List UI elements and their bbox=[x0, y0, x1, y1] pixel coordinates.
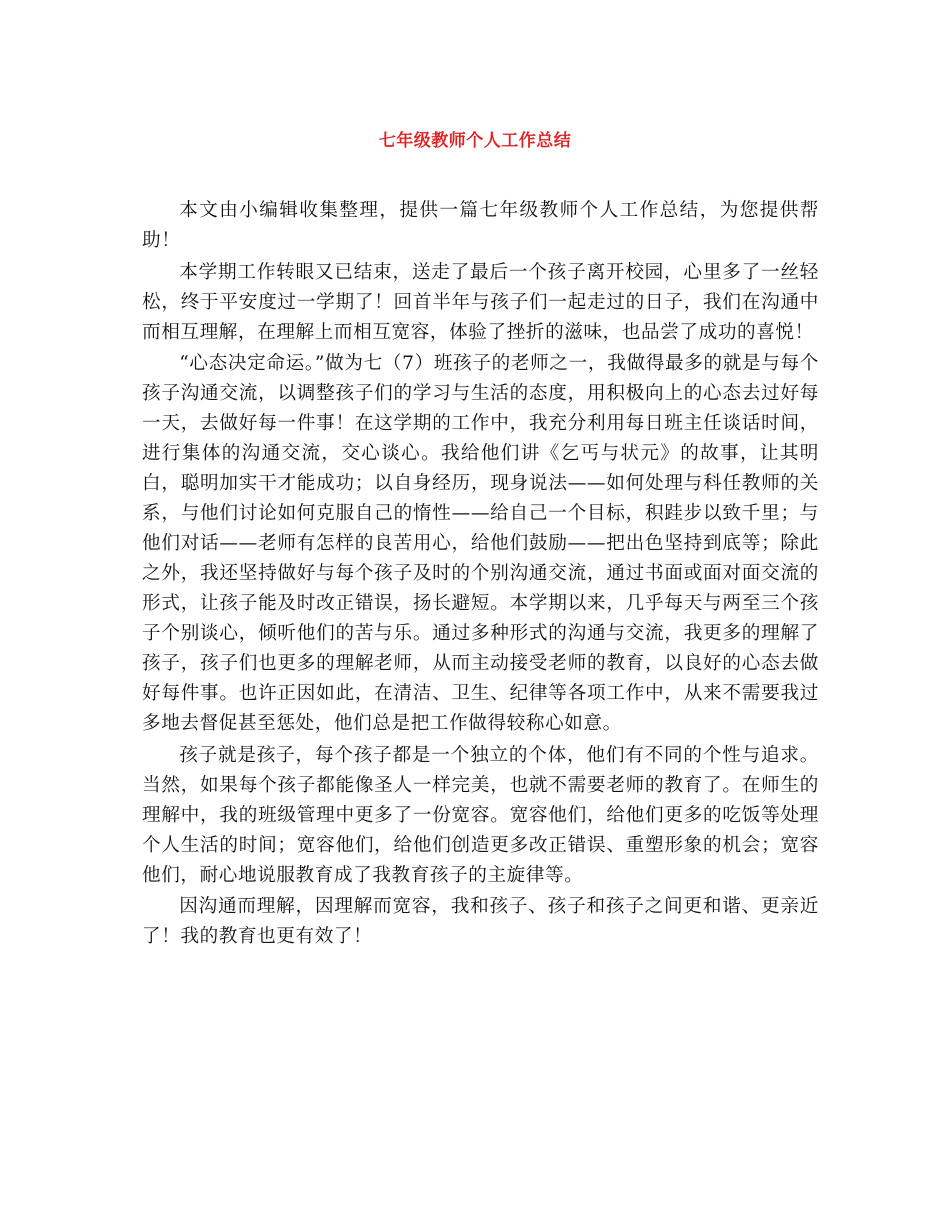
paragraph-intro: 本文由小编辑收集整理，提供一篇七年级教师个人工作总结，为您提供帮助！ bbox=[142, 200, 819, 251]
paragraph-semester-end: 本学期工作转眼又已结束，送走了最后一个孩子离开校园，心里多了一丝轻松，终于平安度过一学期了！回首半年与孩子们一起走过的日子，我们在沟通中而相互理解，在理解上而相互宽容，体验了挫折的滋味，也品尝了成功的喜悦！ bbox=[142, 261, 819, 343]
paragraph-tolerance: 孩子就是孩子，每个孩子都是一个独立的个体，他们有不同的个性与追求。当然，如果每个孩子都能像圣人一样完美，也就不需要老师的教育了。在师生的理解中，我的班级管理中更多了一份宽容。宽容他们，给他们更多的吃饭等处理个人生活的时间；宽容他们，给他们创造更多改正错误、重塑形象的机会；宽容他们，耐心地说服教育成了我教育孩子的主旋律等。 bbox=[142, 744, 819, 886]
document-body bbox=[142, 196, 819, 954]
document-title: 七年级教师个人工作总结 bbox=[378, 131, 572, 151]
paragraph-communication: “心态决定命运。”做为七（7）班孩子的老师之一，我做得最多的就是与每个孩子沟通交流，以调整孩子们的学习与生活的态度，用积极向上的心态去过好每一天，去做好每一件事！在这学期的工作中，我充分利用每日班主任谈话时间，进行集体的沟通交流，交心谈心。我给他们讲《乞丐与状元》的故事，让其明白，聪明加实干才能成功；以自身经历，现身说法——如何处理与科任教师的关系，与他们讨论如何克服自己的惰性——给自己一个目标，积跬步以致千里；与他们对话——老师有怎样的良苦用心，给他们鼓励——把出色坚持到底等；除此之外，我还坚持做好与每个孩子及时的个别沟通交流，通过书面或面对面交流的形式，让孩子能及时改正错误，扬长避短。本学期以来，几乎每天与两至三个孩子个别谈心，倾听他们的苦与乐。通过多种形式的沟通与交流，我更多的理解了孩子，孩子们也更多的理解老师，从而主动接受老师的教育，以良好的心态去做好每件事。也许正因如此，在清洁、卫生、纪律等各项工作中，从来不需要我过多地去督促甚至惩处，他们总是把工作做得较称心如意。 bbox=[142, 353, 819, 734]
paragraph-conclusion: 因沟通而理解，因理解而宽容，我和孩子、孩子和孩子之间更和谐、更亲近了！我的教育也更有效了！ bbox=[142, 896, 819, 947]
